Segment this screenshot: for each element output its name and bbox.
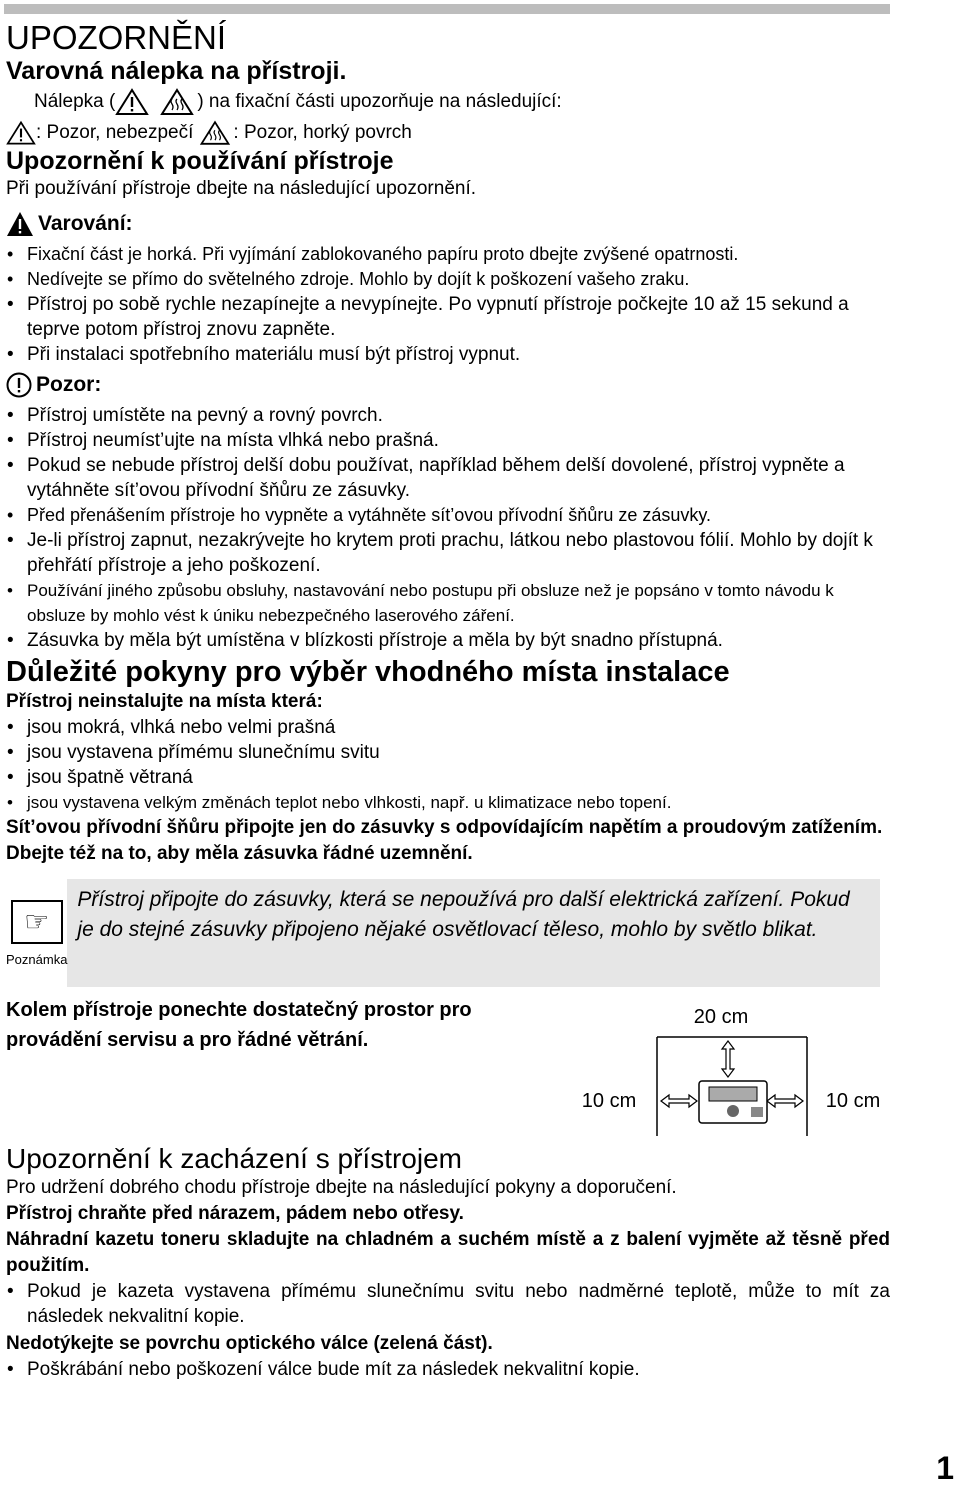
drum-text: Nedotýkejte se povrchu optického válce (zelená část). bbox=[6, 1333, 493, 1354]
sticker-line: Nálepka ( ) na fixační části upozorňuje na následující: bbox=[6, 88, 890, 116]
list-item: • Používání jiného způsobu obsluhy, nastavování nebo postupu při obsluze než je popsáno v tomto návodu k obsluze by mohlo vést k úniku nebezpečného laserového záření. bbox=[6, 578, 890, 628]
note-label: Poznámka bbox=[6, 951, 68, 967]
list-item: • jsou vystavena přímému slunečnímu svitu bbox=[6, 740, 890, 765]
arrow-right bbox=[767, 1095, 803, 1107]
clearance-section bbox=[6, 991, 890, 1141]
danger-warning-icon bbox=[6, 120, 36, 146]
install-heading: Důležité pokyny pro výběr vhodného místa instalace bbox=[6, 656, 730, 688]
arrow-left bbox=[661, 1095, 697, 1107]
danger-warning-icon bbox=[115, 88, 149, 116]
list-item: • Pokud je kazeta vystavena přímému slunečnímu svitu nebo nadměrné teplotě, může to mít za následek nekvalitní kopie. bbox=[6, 1279, 890, 1329]
list-item: • Přístroj po sobě rychle nezapínejte a nevypínejte. Po vypnutí přístroje počkejte 10 až 15 sekund a teprve potom přístroj znovu zapněte. bbox=[6, 292, 890, 342]
install-subheading: Přístroj neinstalujte na místa která: bbox=[6, 691, 323, 712]
list-item: • Při instalaci spotřebního materiálu musí být přístroj vypnut. bbox=[6, 342, 890, 367]
clearance-diagram bbox=[571, 991, 881, 1141]
warning-heading: Varování: bbox=[6, 210, 890, 238]
note-box bbox=[6, 879, 880, 987]
page-title: UPOZORNĚNÍ bbox=[6, 19, 227, 56]
usage-intro: Při používání přístroje dbejte na následující upozornění. bbox=[6, 178, 477, 199]
list-item: • Je-li přístroj zapnut, nezakrývejte ho krytem proti prachu, látkou nebo plastovou fólií. Mohlo by dojít k přehřátí přístroje a jeho poškození. bbox=[6, 528, 890, 578]
clearance-left-label: 10 cm bbox=[581, 1090, 637, 1112]
top-rule bbox=[4, 4, 890, 14]
caution-heading: Pozor: bbox=[6, 371, 890, 399]
list-item: • Poškrábání nebo poškození válce bude mít za následek nekvalitní kopie. bbox=[6, 1357, 890, 1382]
warning-icon bbox=[6, 211, 34, 237]
caution-icon bbox=[6, 372, 32, 398]
sticker-heading: Varovná nálepka na přístroji. bbox=[6, 57, 347, 85]
shock-text: Přístroj chraňte před nárazem, pádem nebo otřesy. bbox=[6, 1203, 464, 1224]
copier-icon bbox=[699, 1081, 767, 1123]
toner-text: Náhradní kazetu toneru skladujte na chladném a suchém místě a z balení vyjměte až těsně před použitím. bbox=[6, 1229, 890, 1276]
install-list bbox=[6, 715, 890, 815]
list-item: • Pokud se nebude přístroj delší dobu používat, například během delší dovolené, přístroj vypněte a vytáhněte sít’ovou přívodní šňůru ze zásuvky. bbox=[6, 453, 890, 503]
list-item: • Přístroj neumíst’ujte na místa vlhká nebo prašná. bbox=[6, 428, 890, 453]
usage-heading: Upozornění k používání přístroje bbox=[6, 147, 394, 175]
page-content bbox=[6, 20, 890, 1382]
handling-heading: Upozornění k zacházení s přístrojem bbox=[6, 1143, 462, 1174]
clearance-text: Kolem přístroje ponechte dostatečný prostor pro provádění servisu a pro řádné větrání. bbox=[6, 999, 472, 1051]
hot-surface-icon bbox=[157, 88, 197, 116]
list-item: • jsou mokrá, vlhká nebo velmi prašná bbox=[6, 715, 890, 740]
caution-list bbox=[6, 403, 890, 653]
power-text: Sít’ovou přívodní šňůru připojte jen do zásuvky s odpovídajícím napětím a proudovým zatížením. Dbejte též na to, aby měla zásuvka řádné uzemnění. bbox=[6, 817, 883, 864]
clearance-right-label: 10 cm bbox=[825, 1090, 881, 1112]
arrow-top bbox=[722, 1041, 734, 1077]
list-item: • Zásuvka by měla být umístěna v blízkosti přístroje a měla by být snadno přístupná. bbox=[6, 628, 890, 653]
hot-surface-icon bbox=[197, 120, 233, 146]
page-number: 1 bbox=[936, 1450, 954, 1486]
list-item: • Fixační část je horká. Při vyjímání zablokovaného papíru proto dbejte zvýšené opatrnosti. bbox=[6, 242, 890, 267]
list-item: • Před přenášením přístroje ho vypněte a vytáhněte sít’ovou přívodní šňůru ze zásuvky. bbox=[6, 503, 890, 528]
list-item: • jsou vystavena velkým změnách teplot nebo vlhkosti, např. u klimatizace nebo topení. bbox=[6, 790, 890, 815]
clearance-top-label: 20 cm bbox=[693, 1006, 749, 1028]
pointing-hand-icon: ☞ bbox=[11, 900, 63, 944]
list-item: • Přístroj umístěte na pevný a rovný povrch. bbox=[6, 403, 890, 428]
list-item: • jsou špatně větraná bbox=[6, 765, 890, 790]
drum-list bbox=[6, 1357, 890, 1382]
toner-list bbox=[6, 1279, 890, 1329]
handling-intro: Pro udržení dobrého chodu přístroje dbejte na následující pokyny a doporučení. bbox=[6, 1177, 677, 1198]
note-label-area bbox=[6, 879, 67, 987]
note-text: Přístroj připojte do zásuvky, která se nepoužívá pro další elektrická zařízení. Pokud je do stejné zásuvky připojeno nějaké osvětlovací těleso, mohlo by světlo blikat. bbox=[77, 888, 850, 941]
list-item: • Nedívejte se přímo do světelného zdroje. Mohlo by dojít k poškození vašeho zraku. bbox=[6, 267, 890, 292]
warning-list bbox=[6, 242, 890, 367]
sticker-legend: : Pozor, nebezpečí : Pozor, horký povrch bbox=[6, 120, 890, 146]
